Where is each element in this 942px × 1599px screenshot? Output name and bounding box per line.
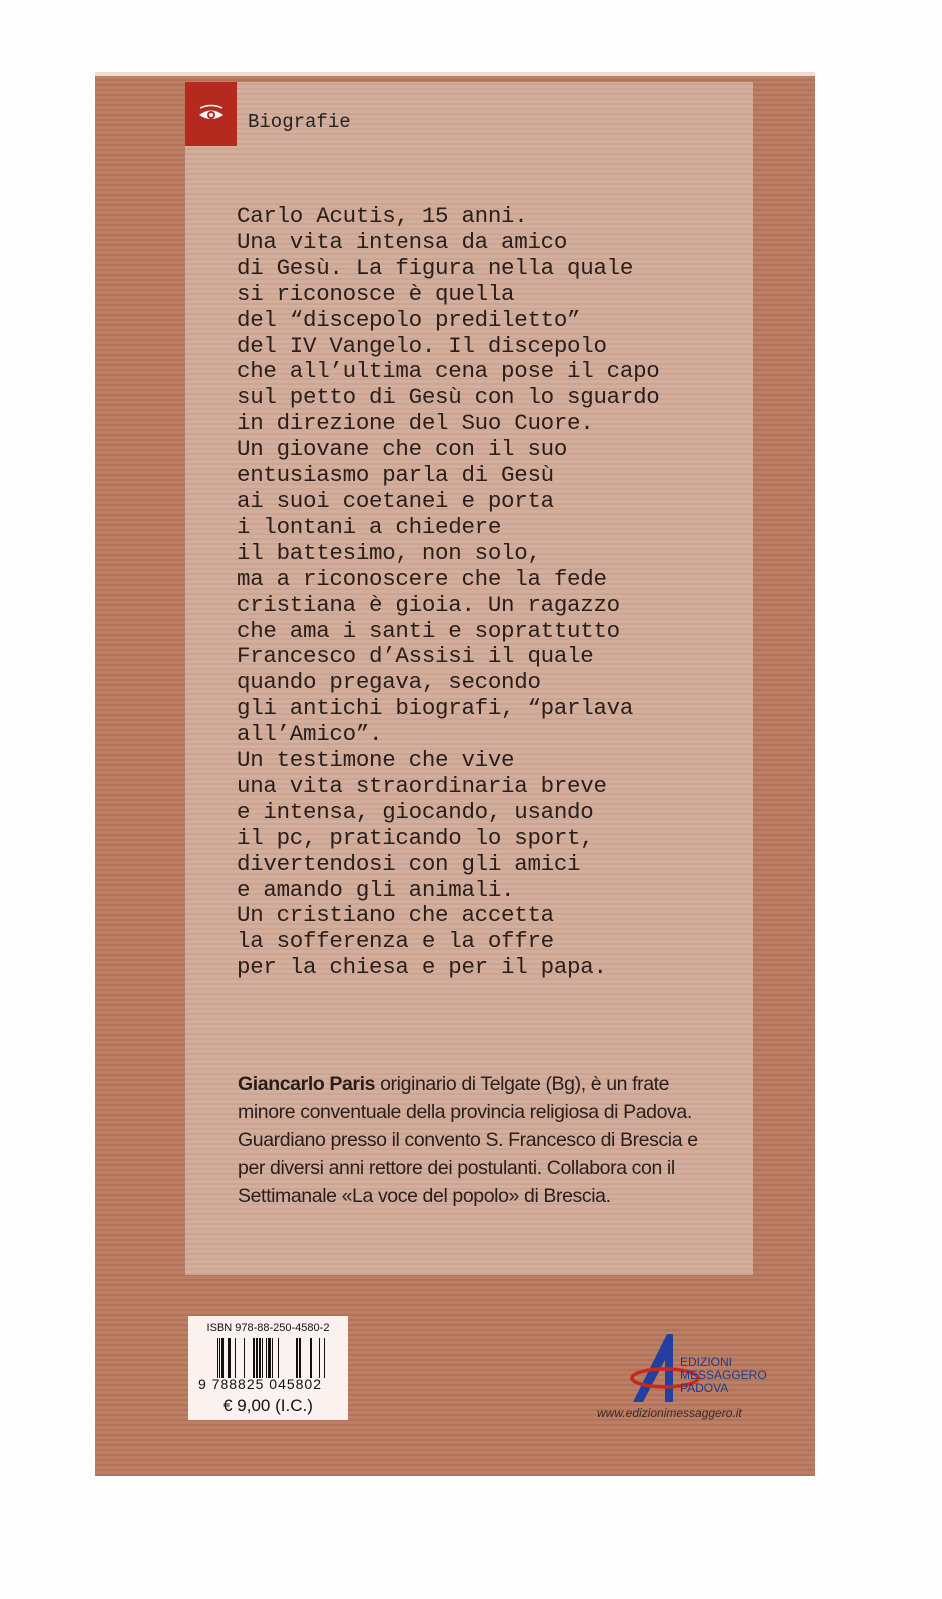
blurb-line: la sofferenza e la offre bbox=[237, 928, 554, 955]
blurb-text bbox=[237, 204, 659, 981]
publisher-line: PADOVA bbox=[680, 1381, 729, 1395]
blurb-line: che ama i santi e soprattutto bbox=[237, 617, 620, 644]
blurb-line: si riconosce è quella bbox=[237, 280, 515, 307]
blurb-line: ma a riconoscere che la fede bbox=[237, 565, 607, 592]
blurb-line: Un cristiano che accetta bbox=[237, 902, 554, 929]
author-name: Giancarlo Paris bbox=[238, 1073, 376, 1095]
blurb-line: il pc, praticando lo sport, bbox=[237, 824, 594, 851]
blurb-line: sul petto di Gesù con lo sguardo bbox=[237, 384, 660, 411]
blurb-line: Un giovane che con il suo bbox=[237, 436, 568, 463]
blurb-line: del “discepolo prediletto” bbox=[237, 306, 581, 333]
blurb-line: e intensa, giocando, usando bbox=[237, 798, 594, 825]
blurb-line: Francesco d’Assisi il quale bbox=[237, 643, 594, 670]
blurb-line: Carlo Acutis, 15 anni. bbox=[237, 203, 528, 229]
barcode-icon bbox=[214, 1338, 334, 1378]
blurb-line: Un testimone che vive bbox=[237, 747, 515, 774]
blurb-line: quando pregava, secondo bbox=[237, 669, 541, 696]
eye-icon bbox=[196, 104, 226, 124]
publisher-line: MESSAGGERO bbox=[680, 1368, 767, 1382]
blurb-line: di Gesù. La figura nella quale bbox=[237, 254, 634, 281]
publisher-url: www.edizionimessaggero.it bbox=[597, 1406, 742, 1420]
blurb-line: cristiana è gioia. Un ragazzo bbox=[237, 591, 620, 618]
blurb-line: in direzione del Suo Cuore. bbox=[237, 410, 594, 437]
blurb-line: il battesimo, non solo, bbox=[237, 539, 541, 566]
blurb-line: ai suoi coetanei e porta bbox=[237, 487, 554, 514]
blurb-line: una vita straordinaria breve bbox=[237, 772, 607, 799]
barcode-digits: 9 788825 045802 bbox=[198, 1376, 322, 1392]
blurb-line: entusiasmo parla di Gesù bbox=[237, 462, 554, 489]
blurb-line: che all’ultima cena pose il capo bbox=[237, 358, 660, 385]
blurb-line: all’Amico”. bbox=[237, 721, 383, 748]
author-bio bbox=[238, 1070, 726, 1210]
blurb-line: e amando gli animali. bbox=[237, 876, 515, 903]
publisher-name bbox=[680, 1356, 767, 1395]
blurb-line: Una vita intensa da amico bbox=[237, 228, 568, 255]
series-label: Biografie bbox=[248, 111, 351, 133]
blurb-line: del IV Vangelo. Il discepolo bbox=[237, 332, 607, 359]
author-bio-text: originario di Telgate (Bg), è un frate minore conventuale della provincia religiosa di Padova. Guardiano presso il convento S. Francesco di Brescia e per diversi anni rettore dei postulanti. Collabora con il Settimanale «La voce del popolo» di Brescia. bbox=[238, 1073, 698, 1207]
publisher-line: EDIZIONI bbox=[680, 1355, 733, 1369]
blurb-line: gli antichi biografi, “parlava bbox=[237, 695, 634, 722]
barcode-label bbox=[188, 1316, 348, 1420]
price: € 9,00 (I.C.) bbox=[223, 1396, 313, 1415]
blurb-line: i lontani a chiedere bbox=[237, 513, 502, 540]
series-tag bbox=[185, 82, 237, 146]
blurb-line: per la chiesa e per il papa. bbox=[237, 954, 607, 981]
blurb-line: divertendosi con gli amici bbox=[237, 850, 581, 877]
isbn: ISBN 978-88-250-4580-2 bbox=[206, 1322, 330, 1334]
